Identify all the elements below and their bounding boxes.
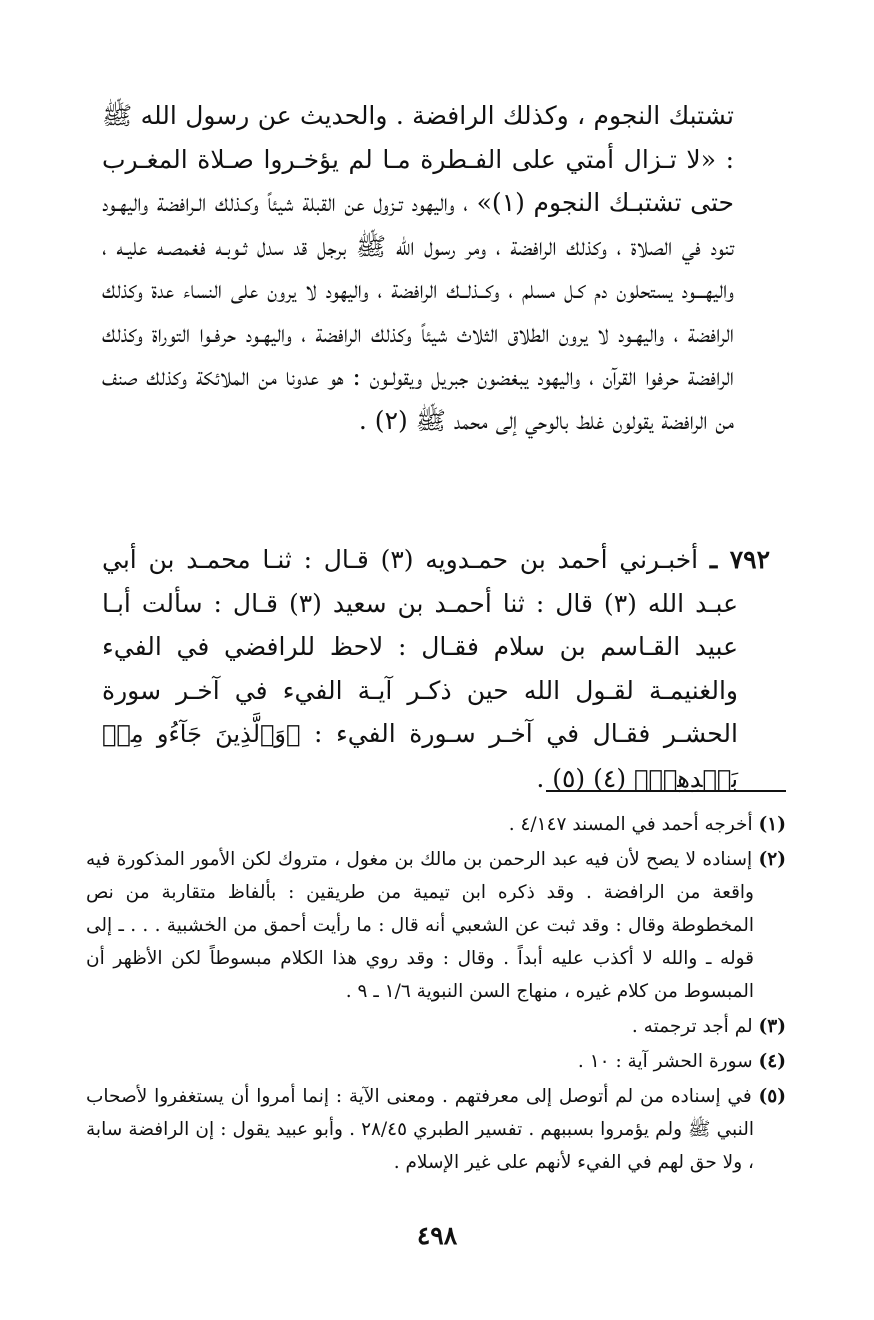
footnote-separator	[546, 790, 786, 792]
footnote-text: لم أجد ترجمته .	[631, 1016, 753, 1037]
hadith-number: ٧٩٢ ـ	[709, 545, 771, 574]
footnotes	[86, 808, 786, 1181]
footnote-text: أخرجه أحمد في المسند ٤/١٤٧ .	[508, 814, 753, 835]
footnote-1	[86, 808, 786, 841]
footnote-text: في إسناده من لم أتوصل إلى معرفتهم . ومعنى الآية : إنما أمروا أن يستغفروا لأصحاب النبي ﷺ ولم يؤمروا بسببهم . تفسير الطبري ٢٨/٤٥ . وأبو عبيد يقول : إن الرافضة سابة ، ولا حق لهم في الفيء لأنهم على غير الإسلام .	[86, 1086, 754, 1173]
hadith-text: أخبـرني أحمد بن حمـدويه (٣) قـال : ثنـا محمـد بن أبي عبـد الله (٣) قال : ثنا أحمـد بن سعيد (٣) قـال : سألت أبـا عبيد القـاسم بن سلام فقـال : لاحظ للرافضي في الفيء والغنيمـة لقـول الله حين ذكـر آيـة الفيء في آخـر سورة الحشـر فقـال في آخـر سـورة الفيء :	[102, 545, 738, 748]
hadith-paragraph	[102, 538, 770, 801]
footnote-number: (١)	[758, 814, 786, 835]
footnote-3	[86, 1010, 786, 1043]
main-text-block	[102, 94, 734, 442]
footnote-2	[86, 843, 786, 1008]
page-number: ٤٩٨	[416, 1221, 458, 1250]
footnote-number: (٥)	[758, 1086, 786, 1107]
hadith-ending: (٤) (٥) .	[536, 763, 627, 793]
footnote-number: (٢)	[758, 849, 786, 870]
footnote-number: (٣)	[758, 1016, 786, 1037]
hadith-block	[102, 538, 770, 801]
footnote-text: سورة الحشر آية : ١٠ .	[577, 1051, 753, 1072]
quran-verse: ﴿وَٱلَّذِينَ جَآءُو مِنۢ بَعۡدِهِمۡ﴾	[102, 720, 738, 793]
main-paragraph: تشتبك النجوم ، وكذلك الرافضة . والحديث عن رسول الله ﷺ : «لا تـزال أمتي على الفـطرة مـا لم يؤخـروا صـلاة المغـرب حتى تشتبـك النجوم (١)» ، واليهود تـزول عن القبلة شيئاً وكـذلك الـرافضة واليهـود تنود في الصلاة ، وكذلك الرافضة ، ومر رسول الله ﷺ برجل قد سدل ثـوبـه فغمصـه عليـه ، واليهـــود يستحلون دم كـل مسلم ، وكــذلــك الرافضة ، واليهود لا يرون على النساء عدة وكذلك الرافضة ، واليهـود لا يرون الطلاق الثلاث شيئاً وكذلك الرافضة ، واليهـود حرفـوا التوراة وكذلك الرافضة حرفوا القرآن ، واليهود يبغضون جبريل ويقولـون : هو عدونا من الملائكة وكذلك صنف من الرافضة يقولون غلط بالوحي إلى محمد ﷺ (٢) .	[102, 101, 734, 435]
footnote-5	[86, 1080, 786, 1179]
footnote-number: (٤)	[758, 1051, 786, 1072]
footnote-4	[86, 1045, 786, 1078]
footnote-text: إسناده لا يصح لأن فيه عبد الرحمن بن مالك بن مغول ، متروك لكن الأمور المذكورة فيه واقعة من الرافضة . وقد ذكره ابن تيمية من طريقين : بألفاظ متقاربة من نص المخطوطة وقال : وقد ثبت عن الشعبي أنه قال : ما رأيت أحمق من الخشبية . . . ـ إلى قوله ـ والله لا أكذب عليه أبداً . وقال : وقد روي هذا الكلام مبسوطاً لكن الأظهر أن المبسوط من كلام غيره ، منهاج السن النبوية ١/٦ ـ ٩ .	[86, 849, 754, 1002]
